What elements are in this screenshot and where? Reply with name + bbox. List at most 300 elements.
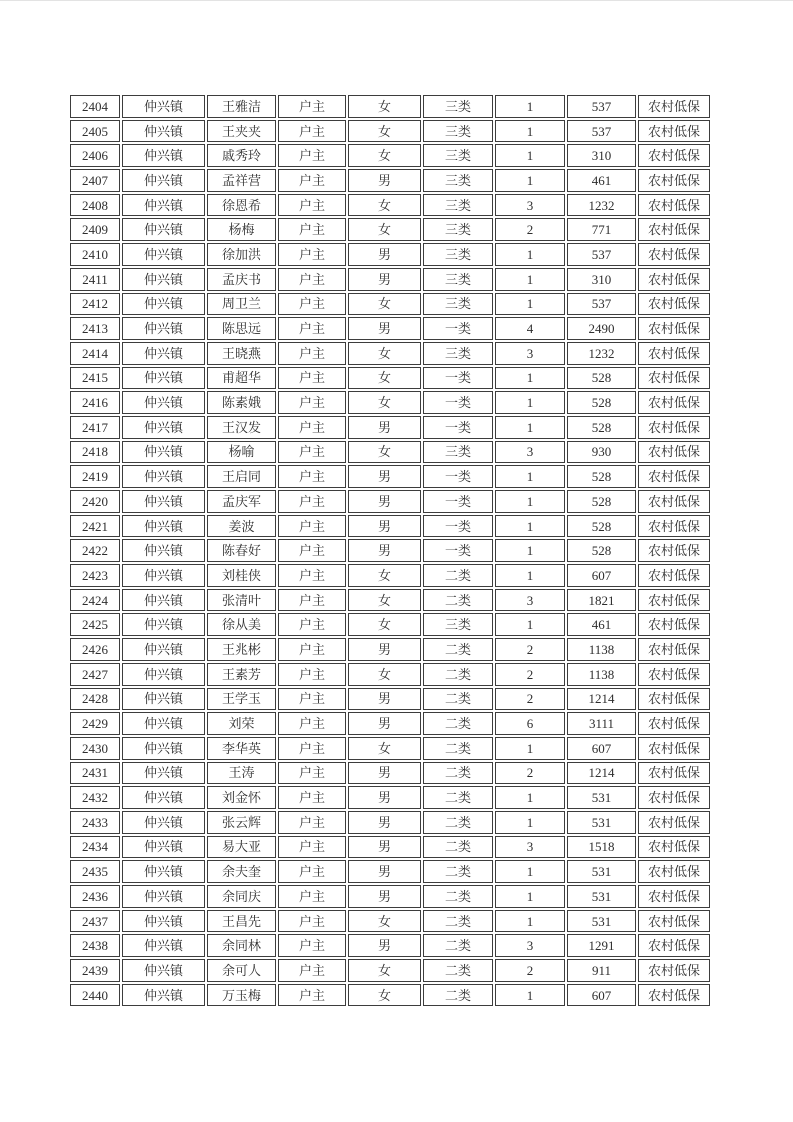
category-cell: 三类 — [423, 293, 493, 316]
count-cell: 1 — [495, 910, 565, 933]
table-row — [70, 441, 710, 464]
town-cell: 仲兴镇 — [122, 737, 205, 760]
table-row — [70, 613, 710, 636]
record-id-cell: 2432 — [70, 786, 120, 809]
town-cell: 仲兴镇 — [122, 836, 205, 859]
name-cell: 周卫兰 — [207, 293, 276, 316]
count-cell: 1 — [495, 885, 565, 908]
amount-cell: 1518 — [567, 836, 636, 859]
table-row — [70, 342, 710, 365]
record-id-cell: 2433 — [70, 811, 120, 834]
table-row — [70, 144, 710, 167]
gender-cell: 男 — [348, 811, 421, 834]
gender-cell: 男 — [348, 688, 421, 711]
amount-cell: 461 — [567, 613, 636, 636]
relation-cell: 户主 — [278, 613, 346, 636]
town-cell: 仲兴镇 — [122, 169, 205, 192]
table-row — [70, 860, 710, 883]
amount-cell: 1232 — [567, 194, 636, 217]
gender-cell: 男 — [348, 786, 421, 809]
count-cell: 3 — [495, 194, 565, 217]
category-cell: 二类 — [423, 811, 493, 834]
relation-cell: 户主 — [278, 416, 346, 439]
aid-type-cell: 农村低保 — [638, 762, 710, 785]
category-cell: 一类 — [423, 490, 493, 513]
record-id-cell: 2422 — [70, 539, 120, 562]
record-id-cell: 2425 — [70, 613, 120, 636]
relation-cell: 户主 — [278, 539, 346, 562]
name-cell: 余同林 — [207, 934, 276, 957]
relation-cell: 户主 — [278, 144, 346, 167]
count-cell: 1 — [495, 465, 565, 488]
amount-cell: 1138 — [567, 638, 636, 661]
name-cell: 李华英 — [207, 737, 276, 760]
amount-cell: 3111 — [567, 712, 636, 735]
record-id-cell: 2427 — [70, 663, 120, 686]
category-cell: 一类 — [423, 416, 493, 439]
relation-cell: 户主 — [278, 515, 346, 538]
gender-cell: 男 — [348, 268, 421, 291]
table-row — [70, 934, 710, 957]
category-cell: 三类 — [423, 613, 493, 636]
amount-cell: 528 — [567, 465, 636, 488]
aid-type-cell: 农村低保 — [638, 564, 710, 587]
aid-type-cell: 农村低保 — [638, 984, 710, 1007]
gender-cell: 女 — [348, 293, 421, 316]
name-cell: 徐从美 — [207, 613, 276, 636]
aid-type-cell: 农村低保 — [638, 786, 710, 809]
relation-cell: 户主 — [278, 268, 346, 291]
gender-cell: 男 — [348, 860, 421, 883]
record-id-cell: 2404 — [70, 95, 120, 118]
aid-type-cell: 农村低保 — [638, 836, 710, 859]
count-cell: 1 — [495, 293, 565, 316]
category-cell: 二类 — [423, 959, 493, 982]
category-cell: 二类 — [423, 712, 493, 735]
gender-cell: 女 — [348, 737, 421, 760]
amount-cell: 1291 — [567, 934, 636, 957]
aid-type-cell: 农村低保 — [638, 169, 710, 192]
gender-cell: 男 — [348, 317, 421, 340]
name-cell: 王晓燕 — [207, 342, 276, 365]
aid-type-cell: 农村低保 — [638, 860, 710, 883]
relation-cell: 户主 — [278, 342, 346, 365]
table-row — [70, 762, 710, 785]
count-cell: 3 — [495, 342, 565, 365]
gender-cell: 女 — [348, 391, 421, 414]
town-cell: 仲兴镇 — [122, 663, 205, 686]
relation-cell: 户主 — [278, 860, 346, 883]
table-row — [70, 589, 710, 612]
aid-type-cell: 农村低保 — [638, 811, 710, 834]
count-cell: 1 — [495, 268, 565, 291]
town-cell: 仲兴镇 — [122, 860, 205, 883]
category-cell: 三类 — [423, 243, 493, 266]
amount-cell: 310 — [567, 144, 636, 167]
gender-cell: 女 — [348, 984, 421, 1007]
town-cell: 仲兴镇 — [122, 589, 205, 612]
record-id-cell: 2436 — [70, 885, 120, 908]
aid-type-cell: 农村低保 — [638, 342, 710, 365]
gender-cell: 女 — [348, 194, 421, 217]
count-cell: 3 — [495, 836, 565, 859]
record-id-cell: 2413 — [70, 317, 120, 340]
table-row — [70, 959, 710, 982]
aid-type-cell: 农村低保 — [638, 218, 710, 241]
category-cell: 三类 — [423, 144, 493, 167]
aid-type-cell: 农村低保 — [638, 194, 710, 217]
town-cell: 仲兴镇 — [122, 934, 205, 957]
relation-cell: 户主 — [278, 712, 346, 735]
town-cell: 仲兴镇 — [122, 367, 205, 390]
table-row — [70, 465, 710, 488]
gender-cell: 女 — [348, 367, 421, 390]
aid-type-cell: 农村低保 — [638, 688, 710, 711]
table-row — [70, 638, 710, 661]
category-cell: 一类 — [423, 367, 493, 390]
amount-cell: 537 — [567, 243, 636, 266]
amount-cell: 528 — [567, 539, 636, 562]
table-row — [70, 786, 710, 809]
name-cell: 王涛 — [207, 762, 276, 785]
table-row — [70, 984, 710, 1007]
count-cell: 1 — [495, 144, 565, 167]
count-cell: 1 — [495, 613, 565, 636]
relation-cell: 户主 — [278, 465, 346, 488]
relation-cell: 户主 — [278, 317, 346, 340]
count-cell: 2 — [495, 218, 565, 241]
amount-cell: 1214 — [567, 688, 636, 711]
town-cell: 仲兴镇 — [122, 465, 205, 488]
category-cell: 一类 — [423, 465, 493, 488]
town-cell: 仲兴镇 — [122, 243, 205, 266]
gender-cell: 女 — [348, 95, 421, 118]
amount-cell: 2490 — [567, 317, 636, 340]
table-row — [70, 268, 710, 291]
table-row — [70, 218, 710, 241]
table-row — [70, 367, 710, 390]
aid-type-cell: 农村低保 — [638, 910, 710, 933]
name-cell: 孟祥营 — [207, 169, 276, 192]
town-cell: 仲兴镇 — [122, 959, 205, 982]
count-cell: 3 — [495, 589, 565, 612]
aid-type-cell: 农村低保 — [638, 737, 710, 760]
record-id-cell: 2434 — [70, 836, 120, 859]
amount-cell: 461 — [567, 169, 636, 192]
aid-type-cell: 农村低保 — [638, 293, 710, 316]
aid-type-cell: 农村低保 — [638, 490, 710, 513]
record-id-cell: 2414 — [70, 342, 120, 365]
town-cell: 仲兴镇 — [122, 984, 205, 1007]
record-id-cell: 2412 — [70, 293, 120, 316]
relation-cell: 户主 — [278, 762, 346, 785]
name-cell: 杨梅 — [207, 218, 276, 241]
category-cell: 三类 — [423, 268, 493, 291]
table-row — [70, 539, 710, 562]
record-id-cell: 2417 — [70, 416, 120, 439]
name-cell: 王雅洁 — [207, 95, 276, 118]
record-id-cell: 2408 — [70, 194, 120, 217]
relation-cell: 户主 — [278, 688, 346, 711]
amount-cell: 537 — [567, 293, 636, 316]
gender-cell: 男 — [348, 490, 421, 513]
record-id-cell: 2416 — [70, 391, 120, 414]
table-row — [70, 910, 710, 933]
record-id-cell: 2407 — [70, 169, 120, 192]
gender-cell: 女 — [348, 910, 421, 933]
town-cell: 仲兴镇 — [122, 268, 205, 291]
name-cell: 徐恩希 — [207, 194, 276, 217]
aid-type-cell: 农村低保 — [638, 539, 710, 562]
table-row — [70, 416, 710, 439]
town-cell: 仲兴镇 — [122, 515, 205, 538]
amount-cell: 1821 — [567, 589, 636, 612]
gender-cell: 男 — [348, 169, 421, 192]
category-cell: 二类 — [423, 860, 493, 883]
count-cell: 1 — [495, 539, 565, 562]
record-id-cell: 2415 — [70, 367, 120, 390]
count-cell: 2 — [495, 688, 565, 711]
town-cell: 仲兴镇 — [122, 490, 205, 513]
gender-cell: 男 — [348, 465, 421, 488]
relation-cell: 户主 — [278, 194, 346, 217]
name-cell: 张清叶 — [207, 589, 276, 612]
gender-cell: 女 — [348, 218, 421, 241]
aid-type-cell: 农村低保 — [638, 144, 710, 167]
amount-cell: 310 — [567, 268, 636, 291]
name-cell: 王启同 — [207, 465, 276, 488]
gender-cell: 女 — [348, 959, 421, 982]
relation-cell: 户主 — [278, 984, 346, 1007]
name-cell: 张云辉 — [207, 811, 276, 834]
town-cell: 仲兴镇 — [122, 564, 205, 587]
count-cell: 1 — [495, 984, 565, 1007]
count-cell: 2 — [495, 959, 565, 982]
table-row — [70, 317, 710, 340]
town-cell: 仲兴镇 — [122, 391, 205, 414]
aid-type-cell: 农村低保 — [638, 589, 710, 612]
category-cell: 二类 — [423, 885, 493, 908]
amount-cell: 607 — [567, 737, 636, 760]
record-id-cell: 2411 — [70, 268, 120, 291]
aid-type-cell: 农村低保 — [638, 268, 710, 291]
gender-cell: 男 — [348, 762, 421, 785]
welfare-records-table — [68, 93, 712, 1008]
category-cell: 一类 — [423, 391, 493, 414]
count-cell: 3 — [495, 934, 565, 957]
record-id-cell: 2426 — [70, 638, 120, 661]
relation-cell: 户主 — [278, 120, 346, 143]
table-row — [70, 811, 710, 834]
count-cell: 3 — [495, 441, 565, 464]
relation-cell: 户主 — [278, 441, 346, 464]
category-cell: 一类 — [423, 539, 493, 562]
relation-cell: 户主 — [278, 663, 346, 686]
relation-cell: 户主 — [278, 737, 346, 760]
category-cell: 二类 — [423, 786, 493, 809]
gender-cell: 女 — [348, 663, 421, 686]
amount-cell: 771 — [567, 218, 636, 241]
table-row — [70, 293, 710, 316]
count-cell: 1 — [495, 391, 565, 414]
town-cell: 仲兴镇 — [122, 293, 205, 316]
table-row — [70, 95, 710, 118]
record-id-cell: 2421 — [70, 515, 120, 538]
gender-cell: 女 — [348, 120, 421, 143]
relation-cell: 户主 — [278, 885, 346, 908]
gender-cell: 男 — [348, 885, 421, 908]
table-row — [70, 663, 710, 686]
count-cell: 2 — [495, 663, 565, 686]
relation-cell: 户主 — [278, 391, 346, 414]
name-cell: 孟庆书 — [207, 268, 276, 291]
relation-cell: 户主 — [278, 589, 346, 612]
amount-cell: 1138 — [567, 663, 636, 686]
record-id-cell: 2418 — [70, 441, 120, 464]
category-cell: 一类 — [423, 317, 493, 340]
gender-cell: 男 — [348, 539, 421, 562]
amount-cell: 1214 — [567, 762, 636, 785]
count-cell: 2 — [495, 638, 565, 661]
amount-cell: 528 — [567, 515, 636, 538]
amount-cell: 531 — [567, 885, 636, 908]
name-cell: 王昌先 — [207, 910, 276, 933]
name-cell: 余可人 — [207, 959, 276, 982]
relation-cell: 户主 — [278, 638, 346, 661]
table-row — [70, 194, 710, 217]
name-cell: 余夫奎 — [207, 860, 276, 883]
town-cell: 仲兴镇 — [122, 144, 205, 167]
name-cell: 陈素娥 — [207, 391, 276, 414]
gender-cell: 女 — [348, 441, 421, 464]
name-cell: 刘金怀 — [207, 786, 276, 809]
aid-type-cell: 农村低保 — [638, 613, 710, 636]
page-top-edge — [0, 0, 793, 1]
record-id-cell: 2419 — [70, 465, 120, 488]
aid-type-cell: 农村低保 — [638, 391, 710, 414]
count-cell: 1 — [495, 243, 565, 266]
name-cell: 陈春好 — [207, 539, 276, 562]
count-cell: 1 — [495, 564, 565, 587]
town-cell: 仲兴镇 — [122, 120, 205, 143]
name-cell: 徐加洪 — [207, 243, 276, 266]
aid-type-cell: 农村低保 — [638, 95, 710, 118]
amount-cell: 531 — [567, 811, 636, 834]
category-cell: 二类 — [423, 589, 493, 612]
relation-cell: 户主 — [278, 564, 346, 587]
record-id-cell: 2440 — [70, 984, 120, 1007]
name-cell: 王兆彬 — [207, 638, 276, 661]
gender-cell: 女 — [348, 342, 421, 365]
category-cell: 二类 — [423, 564, 493, 587]
table-row — [70, 169, 710, 192]
count-cell: 1 — [495, 786, 565, 809]
count-cell: 1 — [495, 811, 565, 834]
town-cell: 仲兴镇 — [122, 688, 205, 711]
amount-cell: 528 — [567, 391, 636, 414]
town-cell: 仲兴镇 — [122, 762, 205, 785]
record-id-cell: 2430 — [70, 737, 120, 760]
category-cell: 二类 — [423, 688, 493, 711]
town-cell: 仲兴镇 — [122, 317, 205, 340]
amount-cell: 930 — [567, 441, 636, 464]
name-cell: 刘荣 — [207, 712, 276, 735]
aid-type-cell: 农村低保 — [638, 120, 710, 143]
town-cell: 仲兴镇 — [122, 95, 205, 118]
record-id-cell: 2409 — [70, 218, 120, 241]
relation-cell: 户主 — [278, 811, 346, 834]
aid-type-cell: 农村低保 — [638, 515, 710, 538]
gender-cell: 女 — [348, 589, 421, 612]
aid-type-cell: 农村低保 — [638, 441, 710, 464]
table-row — [70, 712, 710, 735]
town-cell: 仲兴镇 — [122, 786, 205, 809]
category-cell: 二类 — [423, 663, 493, 686]
record-id-cell: 2438 — [70, 934, 120, 957]
amount-cell: 528 — [567, 416, 636, 439]
gender-cell: 男 — [348, 934, 421, 957]
relation-cell: 户主 — [278, 786, 346, 809]
count-cell: 1 — [495, 860, 565, 883]
town-cell: 仲兴镇 — [122, 613, 205, 636]
record-id-cell: 2405 — [70, 120, 120, 143]
amount-cell: 607 — [567, 984, 636, 1007]
town-cell: 仲兴镇 — [122, 539, 205, 562]
gender-cell: 男 — [348, 836, 421, 859]
amount-cell: 1232 — [567, 342, 636, 365]
count-cell: 1 — [495, 490, 565, 513]
gender-cell: 女 — [348, 613, 421, 636]
relation-cell: 户主 — [278, 959, 346, 982]
amount-cell: 531 — [567, 860, 636, 883]
count-cell: 1 — [495, 515, 565, 538]
amount-cell: 531 — [567, 910, 636, 933]
town-cell: 仲兴镇 — [122, 416, 205, 439]
name-cell: 戚秀玲 — [207, 144, 276, 167]
aid-type-cell: 农村低保 — [638, 885, 710, 908]
count-cell: 1 — [495, 367, 565, 390]
amount-cell: 537 — [567, 95, 636, 118]
town-cell: 仲兴镇 — [122, 910, 205, 933]
town-cell: 仲兴镇 — [122, 811, 205, 834]
relation-cell: 户主 — [278, 836, 346, 859]
table-row — [70, 885, 710, 908]
category-cell: 三类 — [423, 342, 493, 365]
amount-cell: 528 — [567, 367, 636, 390]
relation-cell: 户主 — [278, 218, 346, 241]
amount-cell: 531 — [567, 786, 636, 809]
category-cell: 三类 — [423, 441, 493, 464]
gender-cell: 男 — [348, 416, 421, 439]
aid-type-cell: 农村低保 — [638, 959, 710, 982]
town-cell: 仲兴镇 — [122, 638, 205, 661]
relation-cell: 户主 — [278, 910, 346, 933]
gender-cell: 男 — [348, 243, 421, 266]
aid-type-cell: 农村低保 — [638, 367, 710, 390]
category-cell: 三类 — [423, 169, 493, 192]
category-cell: 二类 — [423, 762, 493, 785]
aid-type-cell: 农村低保 — [638, 317, 710, 340]
aid-type-cell: 农村低保 — [638, 465, 710, 488]
table-row — [70, 243, 710, 266]
aid-type-cell: 农村低保 — [638, 243, 710, 266]
record-id-cell: 2431 — [70, 762, 120, 785]
table-row — [70, 391, 710, 414]
category-cell: 三类 — [423, 95, 493, 118]
category-cell: 二类 — [423, 934, 493, 957]
aid-type-cell: 农村低保 — [638, 934, 710, 957]
relation-cell: 户主 — [278, 243, 346, 266]
